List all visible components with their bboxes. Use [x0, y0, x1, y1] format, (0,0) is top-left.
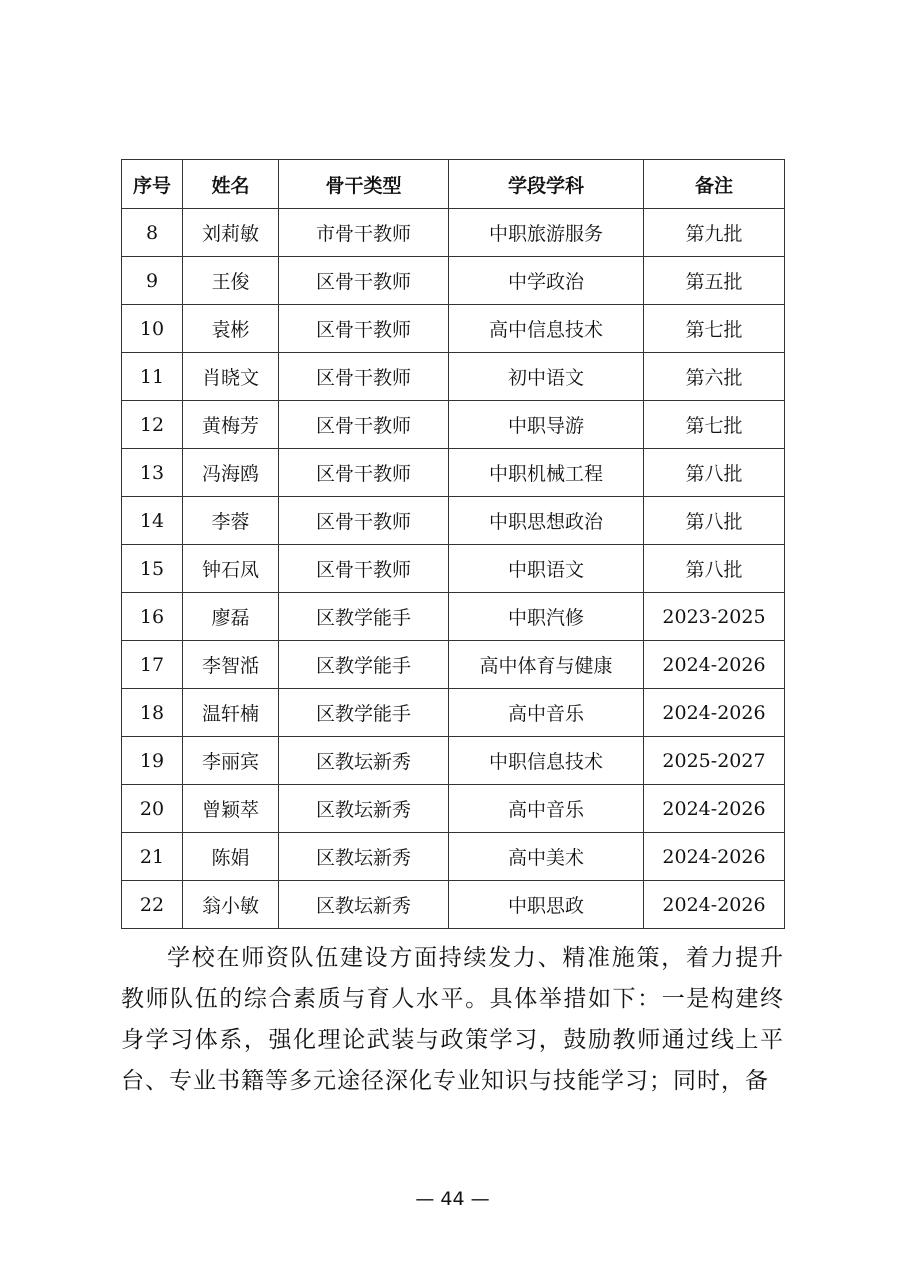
- cell-remark: 第八批: [644, 545, 785, 593]
- cell-serial: 8: [122, 209, 183, 257]
- cell-remark: 2024-2026: [644, 785, 785, 833]
- cell-serial: 15: [122, 545, 183, 593]
- cell-stage-subject: 中职信息技术: [449, 737, 644, 785]
- cell-backbone-type: 区教学能手: [279, 689, 449, 737]
- table-row: [122, 833, 785, 881]
- cell-backbone-type: 区骨干教师: [279, 401, 449, 449]
- teacher-table: [121, 159, 785, 929]
- cell-serial: 11: [122, 353, 183, 401]
- cell-name: 廖磊: [183, 593, 279, 641]
- cell-stage-subject: 高中美术: [449, 833, 644, 881]
- cell-stage-subject: 中职导游: [449, 401, 644, 449]
- cell-backbone-type: 市骨干教师: [279, 209, 449, 257]
- cell-remark: 第八批: [644, 497, 785, 545]
- cell-remark: 第八批: [644, 449, 785, 497]
- cell-remark: 2024-2026: [644, 881, 785, 929]
- cell-name: 陈娟: [183, 833, 279, 881]
- table-body: [122, 209, 785, 929]
- table-row: [122, 881, 785, 929]
- cell-name: 黄梅芳: [183, 401, 279, 449]
- cell-backbone-type: 区教坛新秀: [279, 833, 449, 881]
- cell-name: 翁小敏: [183, 881, 279, 929]
- cell-remark: 第六批: [644, 353, 785, 401]
- cell-serial: 22: [122, 881, 183, 929]
- cell-name: 刘莉敏: [183, 209, 279, 257]
- cell-backbone-type: 区骨干教师: [279, 449, 449, 497]
- cell-serial: 16: [122, 593, 183, 641]
- cell-backbone-type: 区教坛新秀: [279, 785, 449, 833]
- cell-remark: 第七批: [644, 305, 785, 353]
- cell-backbone-type: 区教学能手: [279, 641, 449, 689]
- cell-backbone-type: 区骨干教师: [279, 305, 449, 353]
- cell-remark: 2025-2027: [644, 737, 785, 785]
- page-number: — 44 —: [415, 1188, 490, 1210]
- cell-backbone-type: 区教学能手: [279, 593, 449, 641]
- table-row: [122, 305, 785, 353]
- table-row: [122, 497, 785, 545]
- cell-stage-subject: 中职思政: [449, 881, 644, 929]
- table-row: [122, 545, 785, 593]
- cell-serial: 18: [122, 689, 183, 737]
- cell-remark: 第七批: [644, 401, 785, 449]
- cell-serial: 17: [122, 641, 183, 689]
- cell-name: 温轩楠: [183, 689, 279, 737]
- cell-remark: 2024-2026: [644, 689, 785, 737]
- cell-stage-subject: 中职机械工程: [449, 449, 644, 497]
- cell-name: 肖晓文: [183, 353, 279, 401]
- cell-serial: 20: [122, 785, 183, 833]
- cell-remark: 2023-2025: [644, 593, 785, 641]
- cell-serial: 12: [122, 401, 183, 449]
- table-row: [122, 257, 785, 305]
- header-remark: 备注: [644, 160, 785, 209]
- cell-backbone-type: 区教坛新秀: [279, 737, 449, 785]
- cell-serial: 19: [122, 737, 183, 785]
- cell-stage-subject: 高中体育与健康: [449, 641, 644, 689]
- cell-backbone-type: 区骨干教师: [279, 353, 449, 401]
- cell-backbone-type: 区骨干教师: [279, 257, 449, 305]
- cell-serial: 14: [122, 497, 183, 545]
- cell-stage-subject: 初中语文: [449, 353, 644, 401]
- cell-name: 李蓉: [183, 497, 279, 545]
- table-row: [122, 209, 785, 257]
- cell-stage-subject: 中职语文: [449, 545, 644, 593]
- cell-remark: 第五批: [644, 257, 785, 305]
- cell-name: 曾颖萃: [183, 785, 279, 833]
- cell-serial: 21: [122, 833, 183, 881]
- cell-serial: 9: [122, 257, 183, 305]
- cell-stage-subject: 高中信息技术: [449, 305, 644, 353]
- cell-serial: 10: [122, 305, 183, 353]
- cell-backbone-type: 区骨干教师: [279, 497, 449, 545]
- cell-remark: 第九批: [644, 209, 785, 257]
- cell-name: 袁彬: [183, 305, 279, 353]
- cell-stage-subject: 中职旅游服务: [449, 209, 644, 257]
- table-row: [122, 737, 785, 785]
- table-row: [122, 401, 785, 449]
- cell-remark: 2024-2026: [644, 833, 785, 881]
- cell-name: 钟石凤: [183, 545, 279, 593]
- cell-stage-subject: 高中音乐: [449, 689, 644, 737]
- table-row: [122, 785, 785, 833]
- cell-name: 冯海鸥: [183, 449, 279, 497]
- cell-name: 李智湉: [183, 641, 279, 689]
- header-serial: 序号: [122, 160, 183, 209]
- table-row: [122, 353, 785, 401]
- table-header-row: [122, 160, 785, 209]
- header-backbone-type: 骨干类型: [279, 160, 449, 209]
- cell-backbone-type: 区教坛新秀: [279, 881, 449, 929]
- body-paragraph: 学校在师资队伍建设方面持续发力、精准施策，着力提升教师队伍的综合素质与育人水平。具体举措如下：一是构建终身学习体系，强化理论武装与政策学习，鼓励教师通过线上平台、专业书籍等多元途径深化专业知识与技能学习；同时，备: [121, 945, 784, 1094]
- header-stage-subject: 学段学科: [449, 160, 644, 209]
- cell-remark: 2024-2026: [644, 641, 785, 689]
- cell-stage-subject: 中学政治: [449, 257, 644, 305]
- cell-stage-subject: 中职思想政治: [449, 497, 644, 545]
- cell-serial: 13: [122, 449, 183, 497]
- table-row: [122, 593, 785, 641]
- table-row: [122, 641, 785, 689]
- cell-backbone-type: 区骨干教师: [279, 545, 449, 593]
- cell-stage-subject: 中职汽修: [449, 593, 644, 641]
- table-row: [122, 689, 785, 737]
- cell-name: 李丽宾: [183, 737, 279, 785]
- table-row: [122, 449, 785, 497]
- cell-name: 王俊: [183, 257, 279, 305]
- cell-stage-subject: 高中音乐: [449, 785, 644, 833]
- header-name: 姓名: [183, 160, 279, 209]
